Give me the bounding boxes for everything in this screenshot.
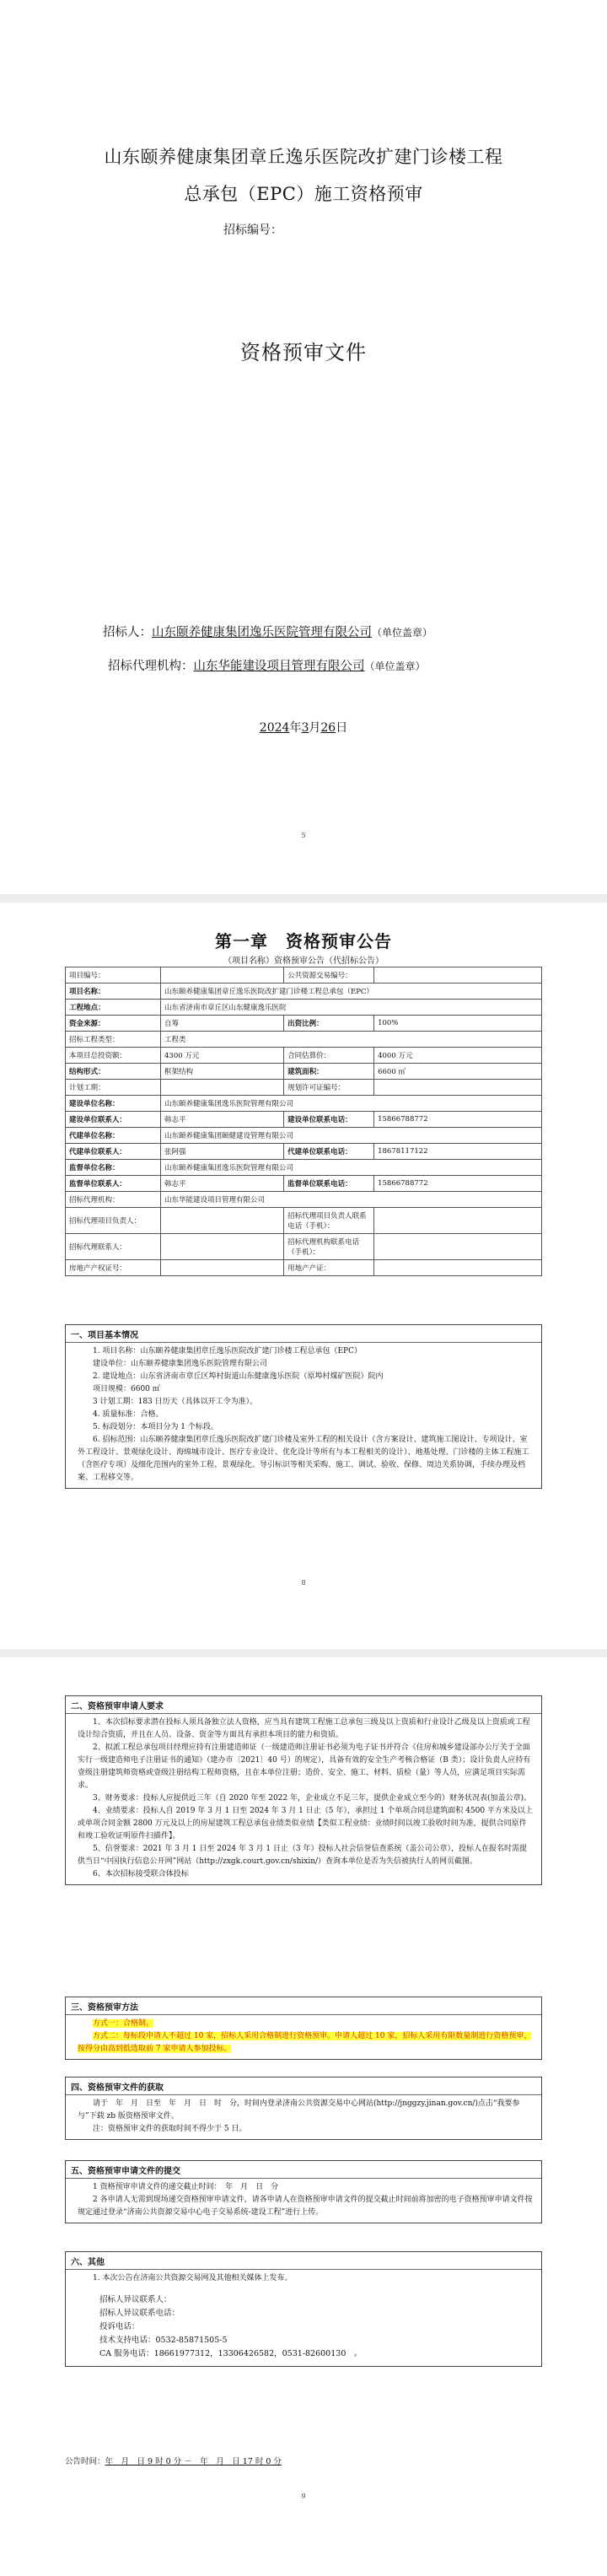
planning-permit-label: 规划许可证编号： — [284, 1080, 374, 1096]
agency-contact-label: 招标代理联系人： — [66, 1234, 161, 1260]
contact-line: 投诉电话： — [99, 2322, 140, 2331]
owner-contact-value: 张阿强 — [161, 1144, 284, 1160]
date-day: 26 — [320, 721, 336, 735]
pub-time-label: 公告时间： — [65, 2457, 105, 2466]
section-paragraph: 4、业绩要求：投标人自 2019 年 3 月 1 日至 2024 年 3 月 1 日止（5 年），承担过 1 个单项合同总建筑面积 4500 平方米及以上或单项合同金额 2800 万元及以上的房屋建筑工程总承包业绩类似业绩【类似工程业绩：业绩时间以竣工验收时间为准，提供合同原件和竣工验收证明原件扫描件】。 — [78, 1807, 533, 1840]
scale-label: 建筑面积： — [284, 1064, 374, 1080]
section-document-acquisition — [65, 2077, 542, 2140]
project-info-table — [65, 967, 542, 1276]
requirements-page — [0, 1657, 607, 2576]
project-name-value: 山东颐养健康集团章丘逸乐医院改扩建门诊楼工程总承包（EPC） — [161, 984, 542, 1000]
builder-value: 山东颐养健康集团逸乐医院管理有限公司 — [161, 1096, 542, 1112]
table-row — [66, 1032, 542, 1048]
table-row — [66, 1000, 542, 1016]
table-row — [66, 967, 542, 984]
contact-line: CA 服务电话：18661977312，13306426582，0531-82600130 。 — [99, 2349, 363, 2358]
section-heading: 五、资格预审申请文件的提交 — [66, 2161, 541, 2179]
section-line: 建设单位：山东颐养健康集团逸乐医院管理有限公司 — [93, 1360, 268, 1368]
land-value — [374, 1260, 542, 1276]
land-label: 用地产产证： — [284, 1260, 374, 1276]
section-line: 2 各申请人无需到现场递交资格预审申请文件，请各申请人在资格预审申请文件的提交截止时间前将加密的电子资格预审申请文件按规定通过登录“济南公共资源交易中心电子交易系统-建设工程”进行上传。 — [78, 2196, 533, 2217]
contact-line: 招标人异议联系人： — [99, 2295, 172, 2304]
table-row — [66, 984, 542, 1000]
section-line: 项目规模：6600 ㎡ — [93, 1385, 160, 1393]
contact-line: 技术支持电话：0532-85871505-5 — [99, 2336, 228, 2345]
section-body — [66, 2095, 541, 2139]
owner-phone-value: 18678117122 — [374, 1144, 542, 1160]
document-title: 资格预审文件 — [240, 341, 367, 364]
tenderer-seal: （单位盖章） — [372, 627, 433, 639]
section-heading: 六、其他 — [66, 2252, 541, 2270]
section-applicant-requirements — [65, 1695, 542, 1885]
date-day-suffix: 日 — [336, 721, 348, 735]
contact-block — [66, 2288, 541, 2366]
section-line: 5. 标段划分：本项目分为 1 个标段。 — [93, 1423, 218, 1431]
bid-number-label: 招标编号： — [223, 224, 282, 237]
section-submission — [65, 2160, 542, 2223]
section-line: 请于 年 月 日至 年 月 日 时 分，时间内登录济南公共资源交易中心网站(http://jnggzy.jinan.gov.cn/)点击“我要参与”下载 zb 版资格预审文件。 — [78, 2099, 520, 2121]
table-row — [66, 1064, 542, 1080]
section-line: 4. 质量标准：合格。 — [93, 1410, 164, 1419]
section-paragraph: 1、本次招标要求潜在投标人须具备独立法人资格，应当具有建筑工程施工总承包三级及以上资质和行业设计乙级及以上资质或工程设计综合资质，并且在人员、设备、资金等方面具有承担本项目的能力和资质。 — [78, 1718, 530, 1739]
property-label: 房地产产权证号： — [66, 1260, 161, 1276]
section-paragraph: 6、本次招标接受联合体投标 — [93, 1870, 189, 1878]
page-separator — [0, 1649, 607, 1657]
agency-contact-phone-label: 招标代理机构联系电话（手机）： — [284, 1234, 374, 1260]
section-heading: 一、项目基本情况 — [66, 1325, 541, 1343]
contract-value: 4000 万元 — [374, 1048, 542, 1064]
table-row — [66, 1208, 542, 1234]
table-row — [66, 1016, 542, 1032]
table-row — [66, 1260, 542, 1276]
notice-page — [0, 903, 607, 1649]
section-line: 1. 本次公告在济南公共资源交易网及其他相关媒体上发布。 — [93, 2274, 293, 2282]
chapter-title: 第一章 资格预审公告 — [215, 931, 392, 951]
section-line: 3 计划工期：183 日历天（具体以开工令为准）。 — [93, 1398, 258, 1406]
agency-contact-phone-value — [374, 1234, 542, 1260]
method-one-highlight: 方式一：合格制。 — [93, 2019, 154, 2028]
plan-period-value — [161, 1080, 284, 1096]
project-name-label: 项目名称： — [66, 984, 161, 1000]
type-value: 工程类 — [161, 1032, 542, 1048]
tenderer-name: 山东颐养健康集团逸乐医院管理有限公司 — [152, 626, 372, 639]
table-row — [66, 1048, 542, 1064]
publication-time — [65, 2455, 282, 2466]
contact-line: 招标人异议联系电话： — [99, 2309, 180, 2318]
agent-label: 招标代理机构： — [108, 660, 194, 673]
section-heading: 三、资格预审方法 — [66, 1997, 541, 2015]
section-paragraph: 3、财务要求：投标人应提供近三年（自 2020 年至 2022 年，企业成立不足三年，提供企业成立至今的）财务状况表(加盖公章)。 — [93, 1794, 532, 1803]
section-project-basics — [65, 1324, 542, 1489]
builder-contact-value: 韩志平 — [161, 1112, 284, 1128]
date-year: 2024 — [259, 721, 290, 735]
section-line: 1 资格预审申请文件的递交截止时间： 年 月 日 分 — [93, 2183, 279, 2191]
planning-permit-value — [374, 1080, 542, 1096]
table-row — [66, 1128, 542, 1144]
cover-page — [0, 0, 607, 894]
structure-value: 框架结构 — [161, 1064, 284, 1080]
agency-pm-phone-value — [374, 1208, 542, 1234]
method-two-highlight: 方式二：每标段申请人不超过 10 家，招标人采用合格制进行资格预审。申请人超过 10 家，招标人采用有限数量制进行资格预审，按得分由高到低选取前 7 家申请人参加投标。 — [78, 2032, 532, 2053]
investment-label: 本项目总投资额： — [66, 1048, 161, 1064]
agent-name: 山东华能建设项目管理有限公司 — [193, 660, 365, 673]
plan-period-label: 计划工期： — [66, 1080, 161, 1096]
cover-date — [0, 719, 607, 736]
contract-label: 合同估算价： — [284, 1048, 374, 1064]
ratio-value: 100% — [374, 1016, 542, 1032]
section-heading: 二、资格预审申请人要求 — [66, 1696, 541, 1714]
table-row — [66, 1176, 542, 1192]
table-row — [66, 1160, 542, 1176]
owner-contact-label: 代建单位联系人： — [66, 1144, 161, 1160]
agency-contact-value — [161, 1234, 284, 1260]
table-row — [66, 1080, 542, 1096]
property-value — [161, 1260, 284, 1276]
owner-phone-label: 代建单位联系电话： — [284, 1144, 374, 1160]
agent-line — [108, 656, 426, 674]
super-label: 监督单位名称： — [66, 1160, 161, 1176]
section-paragraph: 2、拟派工程总承包项目经理应持有注册建造师证（一级建造师注册证书必须为电子证书并符合《住房和城乡建设部办公厅关于全面实行一级建造师电子注册证书的通知》（建办市〔2021〕40 号）的规定），具备有效的安全生产考核合格证（B 类）；设计负责人应持有壹级注册建筑师资格或壹级注册结构工程师资格，且在本单位注册；造价、安全、施工、材料、质检（量）等人员，应满足项目实际需求。 — [78, 1743, 531, 1790]
section-other — [65, 2251, 542, 2367]
section-line: 1. 项目名称：山东颐养健康集团章丘逸乐医院改扩建门诊楼工程总承包（EPC） — [93, 1347, 362, 1355]
section-body — [66, 1343, 541, 1488]
location-label: 工程地点： — [66, 1000, 161, 1016]
agent-seal: （单位盖章） — [364, 660, 426, 672]
agency-label: 招标代理机构： — [66, 1192, 161, 1208]
agency-pm-label: 招标代理项目负责人： — [66, 1208, 161, 1234]
section-paragraph: 5、信誉要求：2021 年 3 月 1 日至 2024 年 3 月 1 日止（3 年）投标人社会信誉信查系统（盖公司公章），投标人在报名时需提供当日“中国执行信息公开网”网站（http://zxgk.court.gov.cn/shixin/）查询本单位是否为失信被执行人的网页截图。 — [78, 1845, 527, 1866]
date-month-suffix: 月 — [309, 721, 321, 735]
table-row — [66, 1144, 542, 1160]
structure-label: 结构形式： — [66, 1064, 161, 1080]
tenderer-line — [103, 622, 432, 640]
ratio-label: 出资比例： — [284, 1016, 374, 1032]
location-value: 山东省济南市章丘区山东健康逸乐医院 — [161, 1000, 542, 1016]
agency-pm-phone-label: 招标代理项目负责人联系电话（手机）： — [284, 1208, 374, 1234]
type-label: 招标工程类型： — [66, 1032, 161, 1048]
super-value: 山东颐养健康集团逸乐医院管理有限公司 — [161, 1160, 542, 1176]
project-no-value — [161, 967, 284, 984]
page-number: 9 — [301, 2492, 306, 2500]
section-body — [66, 2179, 541, 2223]
cover-title-line2: 总承包（EPC）施工资格预审 — [184, 184, 423, 204]
owner-value: 山东颐养健康集团颐健建设管理有限公司 — [161, 1128, 542, 1144]
owner-label: 代建单位名称： — [66, 1128, 161, 1144]
builder-phone-label: 建设单位联系电话： — [284, 1112, 374, 1128]
super-phone-label: 监督单位联系电话： — [284, 1176, 374, 1192]
table-row — [66, 1192, 542, 1208]
builder-label: 建设单位名称： — [66, 1096, 161, 1112]
section-line: 2. 建设地点：山东省济南市章丘区埠村街道山东健康逸乐医院（原埠村煤矿医院）院内 — [93, 1372, 384, 1381]
section-prequalification-method — [65, 1997, 542, 2060]
tenderer-label: 招标人： — [103, 626, 152, 639]
date-month: 3 — [301, 721, 309, 735]
page-number: 8 — [301, 1579, 306, 1587]
exchange-no-label: 公共资源交易编号： — [284, 967, 374, 984]
cover-title-line1: 山东颐养健康集团章丘逸乐医院改扩建门诊楼工程 — [104, 147, 503, 167]
scale-value: 6600 ㎡ — [374, 1064, 542, 1080]
notice-subtitle: （项目名称）资格预审公告（代招标公告） — [223, 957, 384, 966]
investment-value: 4300 万元 — [161, 1048, 284, 1064]
super-contact-label: 监督单位联系人： — [66, 1176, 161, 1192]
exchange-no-value — [374, 967, 542, 984]
page-separator — [0, 894, 607, 903]
builder-phone-value: 15866788772 — [374, 1112, 542, 1128]
date-year-suffix: 年 — [289, 721, 302, 735]
builder-contact-label: 建设单位联系人： — [66, 1112, 161, 1128]
project-no-label: 项目编号： — [66, 967, 161, 984]
table-row — [66, 1112, 542, 1128]
section-line: 6. 招标范围：山东颐养健康集团章丘逸乐医院改扩建门诊楼及室外工程的相关设计（含方案设计、建筑施工图设计、专项设计、室外工程设计、景观绿化设计、海绵城市设计、医疗专业设计、优化设计等所有与本工程相关的设计）、地基处理、门诊楼的主体工程施工（含医疗专项）及细化范围内的室外工程、景观绿化、导引标识等相关采购、施工、调试、验收、保修、周边关系协调，手续办理及档案、工程移交等。 — [78, 1436, 529, 1482]
funding-label: 资金来源： — [66, 1016, 161, 1032]
section-line: 注：资格预审文件的获取时间不得少于 5 日。 — [93, 2125, 247, 2133]
page-number: 5 — [301, 832, 306, 839]
funding-value: 自筹 — [161, 1016, 284, 1032]
super-phone-value: 15866788772 — [374, 1176, 542, 1192]
section-body — [66, 2270, 541, 2288]
agency-value: 山东华能建设项目管理有限公司 — [161, 1192, 542, 1208]
section-body — [66, 1714, 541, 1884]
section-body — [66, 2015, 541, 2059]
agency-pm-value — [161, 1208, 284, 1234]
table-row — [66, 1096, 542, 1112]
table-row — [66, 1234, 542, 1260]
pub-time-value: 年 月 日 9 时 0 分 － 年 月 日 17 时 0 分 — [105, 2457, 282, 2466]
section-heading: 四、资格预审文件的获取 — [66, 2078, 541, 2095]
super-contact-value: 韩志平 — [161, 1176, 284, 1192]
